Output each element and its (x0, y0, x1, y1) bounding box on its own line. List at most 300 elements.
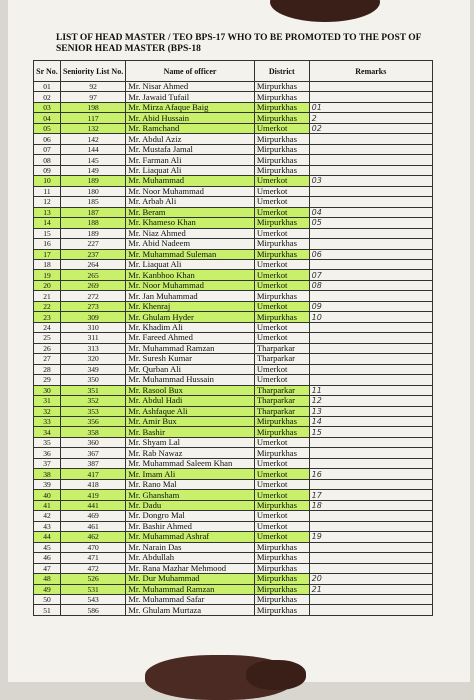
cell-seniority: 351 (60, 385, 125, 395)
table-row (34, 343, 433, 353)
cell-district: Tharparkar (254, 406, 309, 416)
cell-seniority: 264 (60, 259, 125, 269)
cell-district: Mirpurkhas (254, 312, 309, 322)
cell-sr: 37 (34, 458, 61, 468)
cell-seniority: 531 (60, 584, 125, 594)
cell-name: Mr. Muhammad Hussain (126, 375, 255, 385)
cell-remark: 17 (309, 490, 432, 500)
cell-sr: 02 (34, 92, 61, 102)
cell-sr: 26 (34, 343, 61, 353)
cell-remark (309, 521, 432, 531)
cell-seniority: 320 (60, 354, 125, 364)
table-body (34, 82, 433, 616)
cell-district: Mirpurkhas (254, 427, 309, 437)
cell-remark: 10 (309, 312, 432, 322)
cell-sr: 17 (34, 249, 61, 259)
cell-remark: 13 (309, 406, 432, 416)
cell-remark (309, 594, 432, 604)
cell-remark (309, 92, 432, 102)
header-district: District (254, 61, 309, 82)
cell-district: Mirpurkhas (254, 291, 309, 301)
table-row (34, 123, 433, 133)
table-row (34, 301, 433, 311)
cell-remark: 03 (309, 176, 432, 186)
cell-district: Mirpurkhas (254, 574, 309, 584)
cell-district: Mirpurkhas (254, 92, 309, 102)
cell-remark (309, 291, 432, 301)
cell-name: Mr. Imam Ali (126, 469, 255, 479)
cell-remark (309, 239, 432, 249)
cell-name: Mr. Rano Mal (126, 479, 255, 489)
cell-district: Tharparkar (254, 396, 309, 406)
cell-remark (309, 197, 432, 207)
table-row (34, 375, 433, 385)
cell-name: Mr. Muhammad Ashraf (126, 532, 255, 542)
cell-sr: 51 (34, 605, 61, 615)
cell-district: Mirpurkhas (254, 500, 309, 510)
cell-remark (309, 437, 432, 447)
table-row (34, 113, 433, 123)
cell-name: Mr. Muhammad Suleman (126, 249, 255, 259)
table-row (34, 134, 433, 144)
cell-seniority: 92 (60, 82, 125, 92)
cell-district: Mirpurkhas (254, 448, 309, 458)
cell-remark (309, 333, 432, 343)
cell-seniority: 269 (60, 280, 125, 290)
cell-district: Mirpurkhas (254, 113, 309, 123)
cell-sr: 35 (34, 437, 61, 447)
cell-name: Mr. Shyam Lal (126, 437, 255, 447)
cell-remark (309, 448, 432, 458)
cell-name: Mr. Amir Bux (126, 417, 255, 427)
cell-remark: 01 (309, 102, 432, 112)
cell-remark (309, 259, 432, 269)
cell-seniority: 311 (60, 333, 125, 343)
cell-remark (309, 375, 432, 385)
header-sr: Sr No. (34, 61, 61, 82)
cell-name: Mr. Khameso Khan (126, 218, 255, 228)
table-row (34, 417, 433, 427)
table-row (34, 605, 433, 615)
table-row (34, 239, 433, 249)
cell-sr: 44 (34, 532, 61, 542)
cell-seniority: 358 (60, 427, 125, 437)
header-seniority: Seniority List No. (60, 61, 125, 82)
cell-remark (309, 553, 432, 563)
cell-name: Mr. Ghulam Hyder (126, 312, 255, 322)
cell-sr: 15 (34, 228, 61, 238)
cell-name: Mr. Abdul Hadi (126, 396, 255, 406)
table-row (34, 259, 433, 269)
cell-name: Mr. Muhammad (126, 176, 255, 186)
cell-name: Mr. Abid Hussain (126, 113, 255, 123)
cell-district: Umerkot (254, 364, 309, 374)
cell-name: Mr. Nisar Ahmed (126, 82, 255, 92)
cell-name: Mr. Dur Muhammad (126, 574, 255, 584)
cell-name: Mr. Noor Muhammad (126, 280, 255, 290)
cell-sr: 23 (34, 312, 61, 322)
cell-sr: 29 (34, 375, 61, 385)
cell-remark: 08 (309, 280, 432, 290)
cell-name: Mr. Kanbhoo Khan (126, 270, 255, 280)
table-row (34, 291, 433, 301)
table-row (34, 322, 433, 332)
cell-district: Umerkot (254, 333, 309, 343)
cell-remark (309, 165, 432, 175)
table-row (34, 280, 433, 290)
cell-name: Mr. Muhammad Ramzan (126, 343, 255, 353)
cell-name: Mr. Jawaid Tufail (126, 92, 255, 102)
cell-remark: 2 (309, 113, 432, 123)
table-row (34, 563, 433, 573)
cell-district: Mirpurkhas (254, 102, 309, 112)
cell-name: Mr. Mustafa Jamal (126, 144, 255, 154)
cell-seniority: 441 (60, 500, 125, 510)
table-row (34, 385, 433, 395)
cell-district: Umerkot (254, 375, 309, 385)
cell-remark (309, 605, 432, 615)
cell-remark: 06 (309, 249, 432, 259)
cell-remark (309, 155, 432, 165)
cell-name: Mr. Muhammad Saleem Khan (126, 458, 255, 468)
cell-district: Umerkot (254, 270, 309, 280)
cell-sr: 45 (34, 542, 61, 552)
table-row (34, 176, 433, 186)
cell-name: Mr. Beram (126, 207, 255, 217)
cell-district: Mirpurkhas (254, 542, 309, 552)
cell-district: Umerkot (254, 458, 309, 468)
cell-district: Mirpurkhas (254, 417, 309, 427)
table-row (34, 448, 433, 458)
table-row (34, 553, 433, 563)
cell-remark: 02 (309, 123, 432, 133)
document-title: LIST OF HEAD MASTER / TEO BPS-17 WHO TO BE PROMOTED TO THE POST OF SENIOR HEAD MASTER (BPS-18 (56, 33, 422, 54)
cell-sr: 28 (34, 364, 61, 374)
cell-remark: 15 (309, 427, 432, 437)
table-row (34, 102, 433, 112)
cell-district: Mirpurkhas (254, 155, 309, 165)
cell-seniority: 117 (60, 113, 125, 123)
cell-district: Umerkot (254, 479, 309, 489)
cell-sr: 03 (34, 102, 61, 112)
cell-remark: 20 (309, 574, 432, 584)
cell-remark: 05 (309, 218, 432, 228)
table-row (34, 228, 433, 238)
cell-sr: 12 (34, 197, 61, 207)
cell-district: Umerkot (254, 521, 309, 531)
cell-seniority: 97 (60, 92, 125, 102)
cell-sr: 31 (34, 396, 61, 406)
cell-district: Umerkot (254, 176, 309, 186)
cell-remark (309, 343, 432, 353)
cell-name: Mr. Dongro Mal (126, 511, 255, 521)
cell-name: Mr. Arbab Ali (126, 197, 255, 207)
table-row (34, 82, 433, 92)
cell-district: Mirpurkhas (254, 249, 309, 259)
cell-district: Mirpurkhas (254, 239, 309, 249)
table-row (34, 354, 433, 364)
cell-district: Mirpurkhas (254, 82, 309, 92)
cell-name: Mr. Suresh Kumar (126, 354, 255, 364)
cell-district: Umerkot (254, 259, 309, 269)
cell-remark: 18 (309, 500, 432, 510)
cell-seniority: 367 (60, 448, 125, 458)
cell-sr: 16 (34, 239, 61, 249)
cell-seniority: 144 (60, 144, 125, 154)
cell-sr: 39 (34, 479, 61, 489)
cell-remark (309, 364, 432, 374)
cell-seniority: 185 (60, 197, 125, 207)
table-row (34, 312, 433, 322)
cell-district: Mirpurkhas (254, 134, 309, 144)
cell-seniority: 418 (60, 479, 125, 489)
cell-sr: 10 (34, 176, 61, 186)
cell-remark (309, 186, 432, 196)
cell-seniority: 313 (60, 343, 125, 353)
cell-district: Tharparkar (254, 343, 309, 353)
cell-name: Mr. Muhammad Safar (126, 594, 255, 604)
finger-bottom-right (246, 660, 306, 690)
cell-district: Mirpurkhas (254, 218, 309, 228)
cell-district: Umerkot (254, 207, 309, 217)
cell-seniority: 469 (60, 511, 125, 521)
cell-name: Mr. Khenraj (126, 301, 255, 311)
cell-seniority: 310 (60, 322, 125, 332)
cell-district: Umerkot (254, 301, 309, 311)
cell-district: Tharparkar (254, 354, 309, 364)
cell-sr: 11 (34, 186, 61, 196)
cell-name: Mr. Rab Nawaz (126, 448, 255, 458)
cell-sr: 42 (34, 511, 61, 521)
cell-seniority: 188 (60, 218, 125, 228)
cell-name: Mr. Bashir Ahmed (126, 521, 255, 531)
cell-name: Mr. Abdullah (126, 553, 255, 563)
table-row (34, 207, 433, 217)
cell-seniority: 462 (60, 532, 125, 542)
cell-sr: 38 (34, 469, 61, 479)
cell-remark: 12 (309, 396, 432, 406)
cell-seniority: 265 (60, 270, 125, 280)
cell-name: Mr. Ghansham (126, 490, 255, 500)
cell-district: Mirpurkhas (254, 605, 309, 615)
cell-seniority: 526 (60, 574, 125, 584)
header-name: Name of officer (126, 61, 255, 82)
cell-name: Mr. Mirza Afaque Baig (126, 102, 255, 112)
cell-sr: 14 (34, 218, 61, 228)
cell-remark (309, 458, 432, 468)
cell-district: Umerkot (254, 186, 309, 196)
cell-name: Mr. Niaz Ahmed (126, 228, 255, 238)
cell-seniority: 189 (60, 176, 125, 186)
table-row (34, 532, 433, 542)
table-row (34, 249, 433, 259)
cell-name: Mr. Ashfaque Ali (126, 406, 255, 416)
cell-seniority: 472 (60, 563, 125, 573)
cell-sr: 19 (34, 270, 61, 280)
cell-sr: 04 (34, 113, 61, 123)
cell-sr: 22 (34, 301, 61, 311)
cell-district: Umerkot (254, 490, 309, 500)
cell-sr: 33 (34, 417, 61, 427)
cell-name: Mr. Abid Nadeem (126, 239, 255, 249)
cell-district: Umerkot (254, 511, 309, 521)
cell-remark: 19 (309, 532, 432, 542)
cell-district: Mirpurkhas (254, 594, 309, 604)
cell-seniority: 149 (60, 165, 125, 175)
cell-sr: 49 (34, 584, 61, 594)
header-remarks: Remarks (309, 61, 432, 82)
table-row (34, 186, 433, 196)
officer-table (33, 60, 433, 616)
table-row (34, 469, 433, 479)
table-row (34, 458, 433, 468)
table-row (34, 437, 433, 447)
cell-remark (309, 322, 432, 332)
cell-name: Mr. Narain Das (126, 542, 255, 552)
cell-remark: 11 (309, 385, 432, 395)
cell-remark (309, 144, 432, 154)
cell-seniority: 145 (60, 155, 125, 165)
cell-district: Umerkot (254, 197, 309, 207)
table-row (34, 270, 433, 280)
cell-sr: 06 (34, 134, 61, 144)
cell-sr: 34 (34, 427, 61, 437)
table-row (34, 479, 433, 489)
cell-name: Mr. Ghulam Murtaza (126, 605, 255, 615)
cell-remark: 21 (309, 584, 432, 594)
cell-district: Mirpurkhas (254, 584, 309, 594)
cell-sr: 47 (34, 563, 61, 573)
cell-sr: 09 (34, 165, 61, 175)
table-row (34, 427, 433, 437)
cell-remark (309, 542, 432, 552)
table-row (34, 144, 433, 154)
cell-seniority: 586 (60, 605, 125, 615)
cell-sr: 30 (34, 385, 61, 395)
table-row (34, 218, 433, 228)
cell-seniority: 349 (60, 364, 125, 374)
cell-district: Umerkot (254, 123, 309, 133)
cell-remark (309, 479, 432, 489)
cell-seniority: 417 (60, 469, 125, 479)
cell-sr: 40 (34, 490, 61, 500)
cell-seniority: 471 (60, 553, 125, 563)
cell-district: Mirpurkhas (254, 563, 309, 573)
cell-seniority: 198 (60, 102, 125, 112)
cell-seniority: 273 (60, 301, 125, 311)
cell-sr: 13 (34, 207, 61, 217)
cell-name: Mr. Fareed Ahmed (126, 333, 255, 343)
cell-seniority: 227 (60, 239, 125, 249)
cell-name: Mr. Dadu (126, 500, 255, 510)
cell-name: Mr. Qurban Ali (126, 364, 255, 374)
cell-name: Mr. Bashir (126, 427, 255, 437)
table-header-row (34, 61, 433, 82)
table-row (34, 364, 433, 374)
cell-name: Mr. Farman Ali (126, 155, 255, 165)
cell-seniority: 180 (60, 186, 125, 196)
table-row (34, 511, 433, 521)
cell-name: Mr. Khadim Ali (126, 322, 255, 332)
table-row (34, 574, 433, 584)
cell-district: Umerkot (254, 228, 309, 238)
cell-seniority: 543 (60, 594, 125, 604)
cell-remark: 09 (309, 301, 432, 311)
cell-seniority: 350 (60, 375, 125, 385)
table-row (34, 165, 433, 175)
cell-sr: 08 (34, 155, 61, 165)
cell-sr: 07 (34, 144, 61, 154)
cell-sr: 24 (34, 322, 61, 332)
table-row (34, 92, 433, 102)
cell-sr: 27 (34, 354, 61, 364)
cell-sr: 50 (34, 594, 61, 604)
cell-seniority: 353 (60, 406, 125, 416)
cell-remark (309, 563, 432, 573)
cell-seniority: 387 (60, 458, 125, 468)
table-row (34, 594, 433, 604)
cell-remark (309, 511, 432, 521)
cell-remark (309, 134, 432, 144)
cell-sr: 32 (34, 406, 61, 416)
cell-seniority: 187 (60, 207, 125, 217)
cell-sr: 43 (34, 521, 61, 531)
cell-district: Mirpurkhas (254, 165, 309, 175)
table-row (34, 155, 433, 165)
cell-name: Mr. Liaquat Ali (126, 165, 255, 175)
table-row (34, 406, 433, 416)
cell-sr: 21 (34, 291, 61, 301)
cell-sr: 25 (34, 333, 61, 343)
cell-seniority: 189 (60, 228, 125, 238)
table-row (34, 396, 433, 406)
cell-seniority: 309 (60, 312, 125, 322)
cell-name: Mr. Abdul Aziz (126, 134, 255, 144)
cell-seniority: 132 (60, 123, 125, 133)
cell-name: Mr. Rana Mazhar Mehmood (126, 563, 255, 573)
cell-sr: 36 (34, 448, 61, 458)
cell-remark: 07 (309, 270, 432, 280)
cell-name: Mr. Muhammad Ramzan (126, 584, 255, 594)
cell-district: Umerkot (254, 532, 309, 542)
cell-remark (309, 82, 432, 92)
cell-name: Mr. Rasool Bux (126, 385, 255, 395)
table-row (34, 521, 433, 531)
cell-seniority: 360 (60, 437, 125, 447)
cell-district: Tharparkar (254, 385, 309, 395)
cell-sr: 05 (34, 123, 61, 133)
cell-name: Mr. Jan Muhammad (126, 291, 255, 301)
cell-seniority: 352 (60, 396, 125, 406)
cell-seniority: 419 (60, 490, 125, 500)
cell-seniority: 356 (60, 417, 125, 427)
cell-sr: 46 (34, 553, 61, 563)
cell-remark: 16 (309, 469, 432, 479)
cell-name: Mr. Ramchand (126, 123, 255, 133)
cell-district: Mirpurkhas (254, 144, 309, 154)
cell-district: Umerkot (254, 280, 309, 290)
cell-seniority: 461 (60, 521, 125, 531)
cell-seniority: 142 (60, 134, 125, 144)
cell-sr: 20 (34, 280, 61, 290)
cell-district: Umerkot (254, 437, 309, 447)
cell-name: Mr. Liaquat Ali (126, 259, 255, 269)
cell-remark (309, 354, 432, 364)
cell-seniority: 470 (60, 542, 125, 552)
table-row (34, 490, 433, 500)
cell-sr: 48 (34, 574, 61, 584)
cell-district: Mirpurkhas (254, 553, 309, 563)
